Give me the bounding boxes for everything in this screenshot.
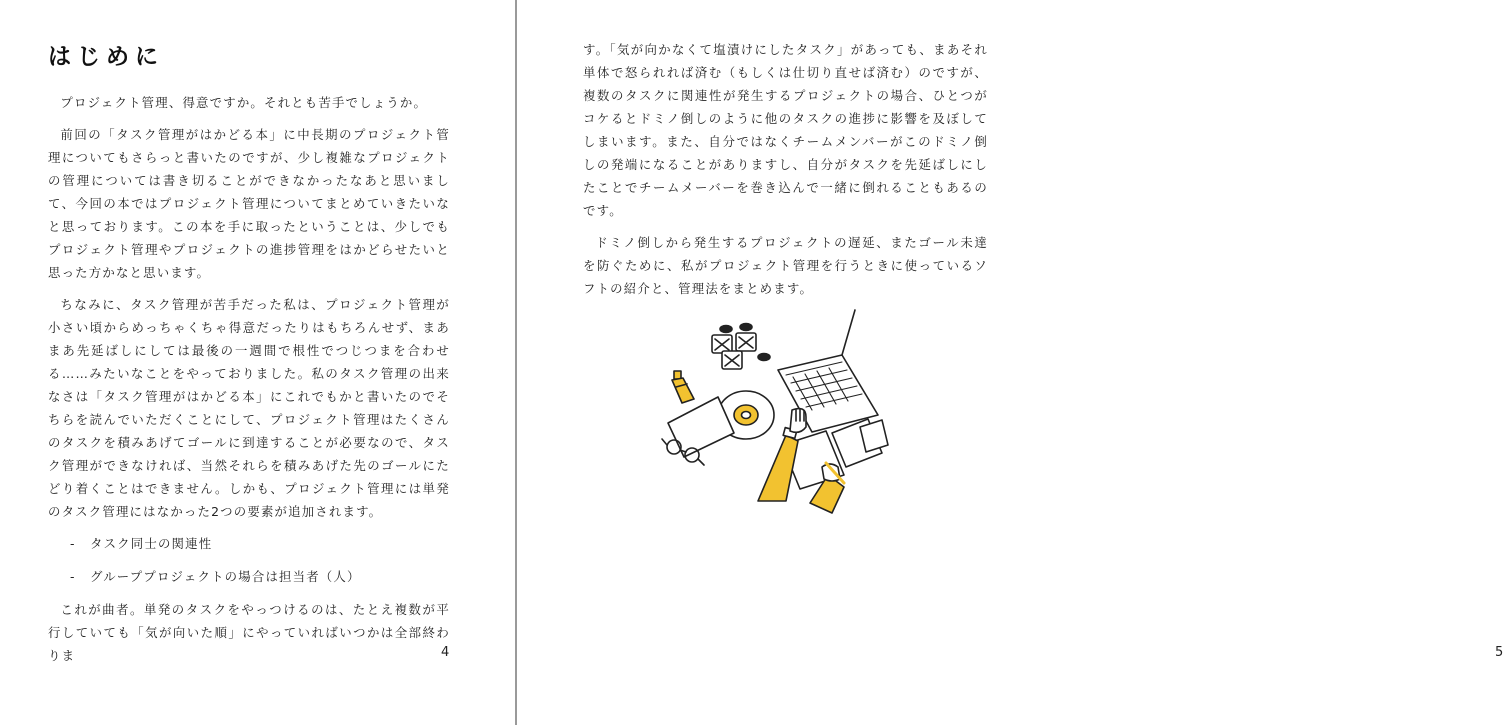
bullet-marker: - [70, 569, 76, 584]
page-title: はじめに [48, 44, 164, 70]
plant-icon [712, 324, 770, 370]
page-number: 4 [441, 645, 450, 660]
right-body-text [583, 38, 988, 309]
bottle-icon [672, 371, 694, 403]
list-item-text: タスク同士の関連性 [90, 536, 213, 551]
list-item-text: グループプロジェクトの場合は担当者（人） [90, 569, 361, 584]
list-item [70, 532, 450, 555]
page-number: 5 [1495, 645, 1503, 660]
left-page [0, 0, 515, 725]
bullet-marker: - [70, 536, 76, 551]
paragraph: ちなみに、タスク管理が苦手だった私は、プロジェクト管理が小さい頃からめっちゃくちゃ得意だったりはもちろんせず、まあまあ先延ばしにしては最後の一週間で根性でつじつまを合わせる……みたいなことをやっておりました。私のタスク管理の出来なさは「タスク管理がはかどる本」にこれでもかと書いたのでそちらを読んでいただくことにして、プロジェクト管理はたくさんのタスクを積みあげてゴールに到達することが必要なので、タスク管理ができなければ、当然それらを積みあげた先のゴールにたどり着くことはできません。しかも、プロジェクト管理には単発のタスク管理にはなかった2つの要素が追加されます。 [48, 297, 450, 519]
paragraph: 前回の「タスク管理がはかどる本」に中長期のプロジェクト管理についてもさらっと書いたのですが、少し複雑なプロジェクトの管理については書き切ることができなかったなあと思いまして、今回の本ではプロジェクト管理についてまとめていきたいなと思っております。この本を手に取ったということは、少しでもプロジェクト管理やプロジェクトの進捗管理をはかどらせたいと思った方かなと思います。 [48, 127, 450, 280]
list-item [70, 565, 450, 588]
paragraph: これが曲者。単発のタスクをやっつけるのは、たとえ複数が平行していても「気が向いた順」にやっていればいつかは全部終わりま [48, 602, 450, 663]
paragraph: ドミノ倒しから発生するプロジェクトの遅延、またゴール未達を防ぐために、私がプロジェクト管理を行うときに使っているソフトの紹介と、管理法をまとめます。 [583, 235, 988, 296]
paragraph: す。「気が向かなくて塩漬けにしたタスク」があっても、まあそれ単体で怒られれば済む（もしくは仕切り直せば済む）のですが、複数のタスクに関連性が発生するプロジェクトの場合、ひとつがコケるとドミノ倒しのように他のタスクの進捗に影響を及ぼしてしまいます。また、自分ではなくチームメンバーがこのドミノ倒しの発端になることがありますし、自分がタスクを先延ばしにしたことでチームメーバーを巻き込んで一緒に倒れることもあるのです。 [583, 42, 988, 218]
bullet-list [48, 532, 450, 588]
desk-work-illustration-icon [660, 305, 905, 515]
left-body-text [48, 91, 450, 676]
paragraph: プロジェクト管理、得意ですか。それとも苦手でしょうか。 [60, 95, 428, 110]
